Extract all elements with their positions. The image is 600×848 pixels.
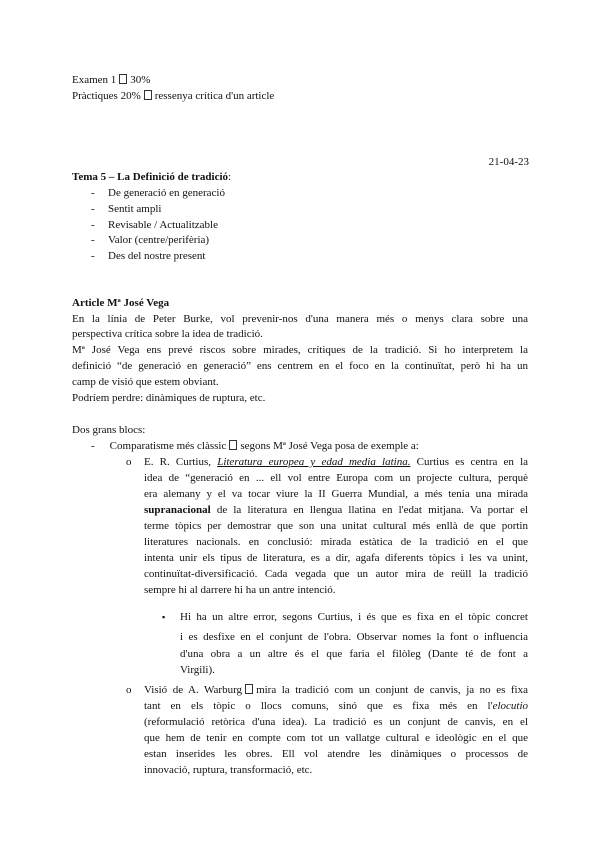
circle-bullet-icon: o: [126, 456, 132, 468]
missing-glyph-icon: [144, 90, 152, 100]
list-item: - Valor (centre/perifèria): [91, 234, 210, 246]
warburg-line: Visió de A. Warburg mira la tradició com un conjunt de canvis, ja no es fixa: [144, 684, 528, 696]
list-item: - Comparatisme més clàssic segons Mª José Vega posa de exemple a:: [91, 440, 419, 452]
curtius-line: literatures nacionals. en conclusió: mirada estàtica de la tradició en el que: [144, 536, 528, 548]
article-p2-line: Mª José Vega ens prevé riscos sobre mirades, crítiques de la tradició. Si ho interpretem la: [72, 344, 528, 356]
list-item: - Revisable / Actualitzable: [91, 219, 218, 231]
curtius-line: terme tòpics per demostrar que son una unitat cultural més enllà de que portin: [144, 520, 528, 532]
warburg-line: estan inserides les obres. Ell vol atendre les dinàmiques o processos de: [144, 748, 528, 760]
sub-line: d'una obra a un altre és el que faria el filòleg (Dante té de font a: [180, 648, 528, 660]
article-p1-line: perspectiva crítica sobre la idea de tradició.: [72, 328, 263, 340]
sub-line: i es desfixe en el conjunt de l'obra. Observar nomes la font o influencia: [180, 631, 528, 643]
warburg-line: innovació, ruptura, transformació, etc.: [144, 764, 313, 776]
date: 21-04-23: [488, 156, 529, 168]
curtius-line: supranacional de la literatura en llengua llatina en l'edat mitjana. Va portar el: [144, 504, 529, 516]
square-bullet-icon: ▪: [162, 612, 166, 622]
article-p2-line: camp de visió que estem obviant.: [72, 376, 219, 388]
tema-title: Tema 5 – La Definició de tradició:: [72, 171, 232, 183]
curtius-line: intenta unir els tipus de literatura, es a dir, agafa diferents tòpics i les va unint,: [144, 552, 528, 564]
list-item: - Des del nostre present: [91, 250, 206, 262]
blocs-intro: Dos grans blocs:: [72, 424, 146, 436]
sub-line: Virgili).: [180, 664, 215, 676]
curtius-line: era alemany y el va tocar viure la II Guerra Mundial, a més tenia una mirada: [144, 488, 528, 500]
list-item: - De generació en generació: [91, 187, 225, 199]
warburg-line: que hem de tenir en compte com tot un vallatge cultural e ideològic en el que: [144, 732, 528, 744]
missing-glyph-icon: [229, 440, 237, 450]
circle-bullet-icon: o: [126, 684, 132, 696]
curtius-line: sempre hi al darrere hi ha un antre intenció.: [144, 584, 336, 596]
article-p2-line: definició “de generació en generació” ens centrem en el foco en la continuïtat, però hi ha un: [72, 360, 528, 372]
curtius-line: continuïtat-diversificació. Cada vegada que un autor mira de reüll la tradició: [144, 568, 528, 580]
article-title: Article Mª José Vega: [72, 297, 170, 309]
list-item: - Sentit ampli: [91, 203, 162, 215]
exam-line: Examen 1 30%: [72, 74, 151, 86]
warburg-line: (reformulació retòrica d'una idea). La tradició es un conjunt de canvis, en el: [144, 716, 528, 728]
warburg-line: tant en els tòpic o llocs comuns, sinó que es fixa més en l'elocutio: [144, 700, 528, 712]
article-p3: Podríem perdre: dinàmiques de ruptura, etc.: [72, 392, 266, 404]
curtius-line: idea de “generació en ... ell vol entre Europa com un projecte cultura, perquè: [144, 472, 528, 484]
missing-glyph-icon: [119, 74, 127, 84]
practice-line: Pràctiques 20% ressenya crítica d'un article: [72, 90, 275, 102]
missing-glyph-icon: [245, 684, 253, 694]
sub-line: Hi ha un altre error, segons Curtius, i és que es fixa en el tòpic concret: [180, 611, 528, 623]
curtius-line: E. R. Curtius, Literatura europea y edad media latina. Curtius es centra en la: [144, 456, 529, 468]
article-p1-line: En la línia de Peter Burke, vol prevenir-nos d'una manera més o menys clara sobre una: [72, 313, 528, 325]
